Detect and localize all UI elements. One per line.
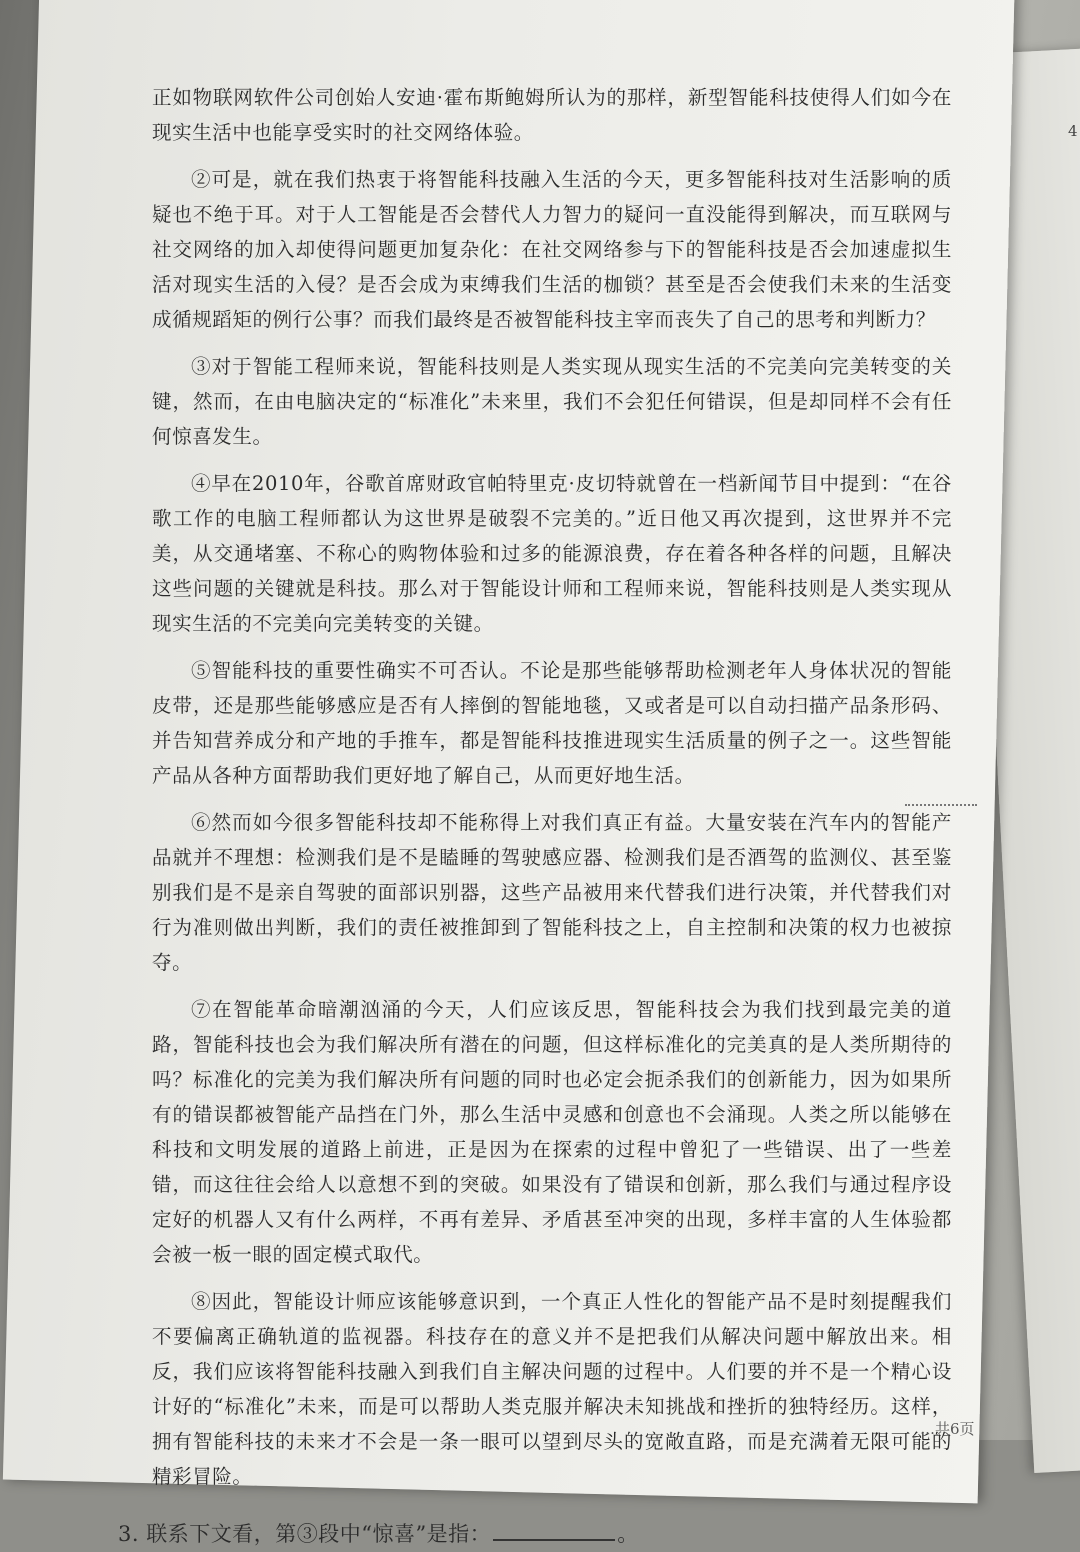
- paragraph-2: ②可是，就在我们热衷于将智能科技融入生活的今天，更多智能科技对生活影响的质疑也不绝于耳。对于人工智能是否会替代人力智力的疑问一直没能得到解决，而互联网与社交网络的加入却使得问题更加复杂化：在社交网络参与下的智能科技是否会加速虚拟生活对现实生活的入侵？是否会成为束缚我们生活的枷锁？甚至是否会使我们未来的生活变成循规蹈矩的例行公事？而我们最终是否被智能科技主宰而丧失了自己的思考和判断力？: [152, 168, 952, 331]
- paragraph-intro-end: 正如物联网软件公司创始人安迪·霍布斯鲍姆所认为的那样，新型智能科技使得人们如今在现实生活中也能享受实时的社交网络体验。: [152, 86, 952, 144]
- question-3: [118, 1516, 952, 1552]
- page-footer: …共6页: [920, 1420, 975, 1438]
- paragraph-3: ③对于智能工程师来说，智能科技则是人类实现从现实生活的不完美向完美转变的关键，然而，在由电脑决定的“标准化”未来里，我们不会犯任何错误，但是却同样不会有任何惊喜发生。: [152, 355, 952, 448]
- paragraph-8: ⑧因此，智能设计师应该能够意识到，一个真正人性化的智能产品不是时刻提醒我们不要偏离正确轨道的监视器。科技存在的意义并不是把我们从解决问题中解放出来。相反，我们应该将智能科技融入到我们自主解决问题的过程中。人们要的并不是一个精心设计好的“标准化”未来，而是可以帮助人类克服并解决未知挑战和挫折的独特经历。这样，拥有智能科技的未来才不会是一条一眼可以望到尽头的宽敞直路，而是充满着无限可能的精彩冒险。: [152, 1290, 952, 1488]
- paragraph-7: ⑦在智能革命暗潮汹涌的今天，人们应该反思，智能科技会为我们找到最完美的道路，智能科技也会为我们解决所有潜在的问题，但这样标准化的完美真的是人类所期待的吗？标准化的完美为我们解决所有问题的同时也必定会扼杀我们的创新能力，因为如果所有的错误都被智能产品挡在门外，那么生活中灵感和创意也不会涌现。人类之所以能够在科技和文明发展的道路上前进，正是因为在探索的过程中曾犯了一些错误、出了一些差错，而这往往会给人以意想不到的突破。如果没有了错误和创新，那么我们与通过程序设定好的机器人又有什么两样，不再有差异、矛盾甚至冲突的出现，多样丰富的人生体验都会被一板一眼的固定模式取代。: [152, 998, 952, 1266]
- question-3-prompt: 3. 联系下文看，第③段中“惊喜”是指：: [118, 1522, 492, 1546]
- underlying-page-number: 4: [1068, 122, 1078, 140]
- paragraph-4: ④早在2010年，谷歌首席财政官帕特里克·皮切特就曾在一档新闻节目中提到：“在谷歌工作的电脑工程师都认为这世界是破裂不完美的。”近日他又再次提到，这世界并不完美，从交通堵塞、不称心的购物体验和过多的能源浪费，存在着各种各样的问题，且解决这些问题的关键就是科技。那么对于智能设计师和工程师来说，智能科技则是人类实现从现实生活的不完美向完美转变的关键。: [152, 472, 952, 635]
- question-3-suffix: 。: [617, 1522, 639, 1546]
- paragraph-6: ⑥然而如今很多智能科技却不能称得上对我们真正有益。大量安装在汽车内的智能产品就并不理想：检测我们是不是瞌睡的驾驶感应器、检测我们是否酒驾的监测仪、甚至鉴别我们是不是亲自驾驶的面部识别器，这些产品被用来代替我们进行决策，并代替我们对行为准则做出判断，我们的责任被推卸到了智能科技之上，自主控制和决策的权力也被掠夺。: [152, 811, 952, 974]
- paragraph-5: ⑤智能科技的重要性确实不可否认。不论是那些能够帮助检测老年人身体状况的智能皮带，还是那些能够感应是否有人摔倒的智能地毯，又或者是可以自动扫描产品条形码、并告知营养成分和产地的手推车，都是智能科技推进现实生活质量的例子之一。这些智能产品从各种方面帮助我们更好地了解自己，从而更好地生活。: [152, 659, 952, 787]
- answer-blank[interactable]: [493, 1517, 615, 1541]
- pen-mark: [905, 804, 977, 809]
- article-body: [118, 80, 952, 1552]
